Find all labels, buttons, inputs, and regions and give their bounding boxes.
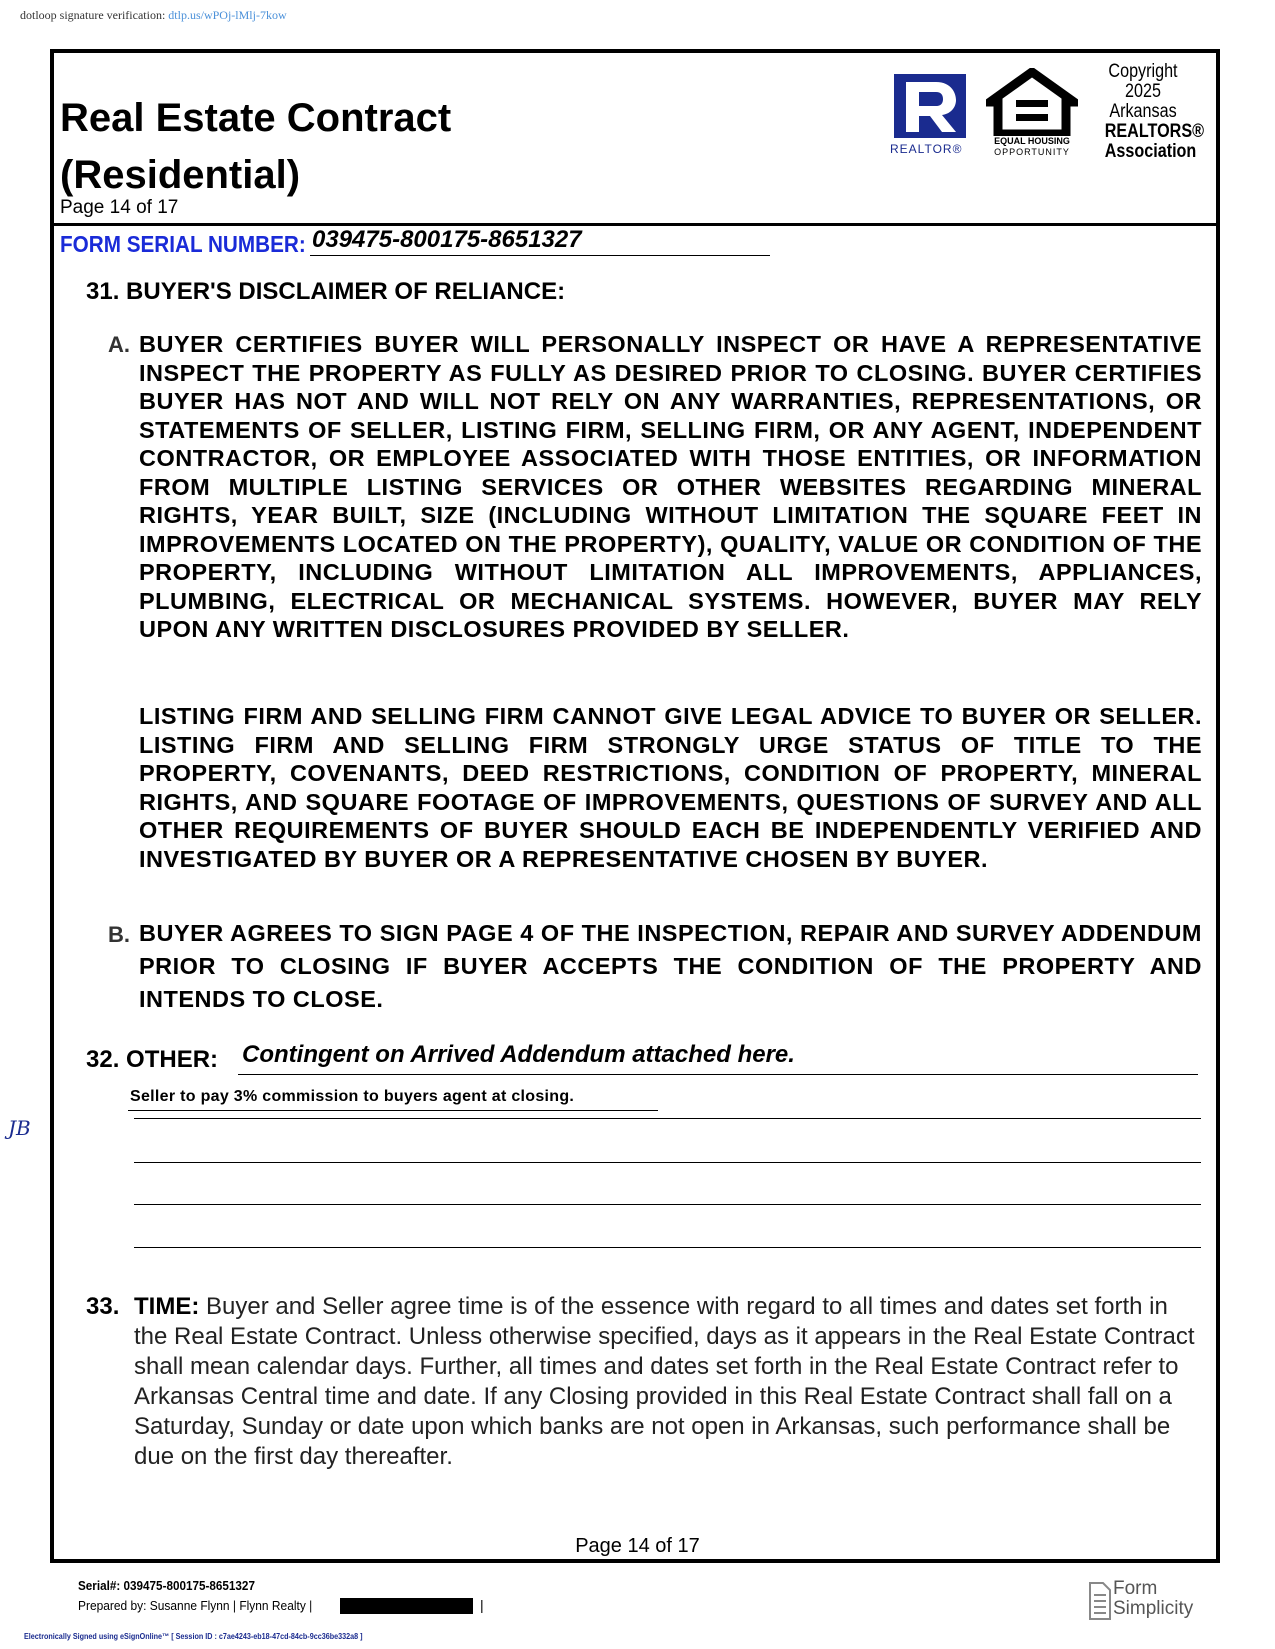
equal-housing-icon bbox=[986, 68, 1078, 136]
verification-link[interactable]: dtlp.us/wPOj-lMlj-7kow bbox=[168, 8, 287, 22]
copyright-line: Arkansas bbox=[1109, 101, 1177, 122]
section-31a-paragraph-1: BUYER CERTIFIES BUYER WILL PERSONALLY INSPECT OR HAVE A REPRESENTATIVE INSPECT THE PROPERTY AS FULLY AS DESIRED PRIOR TO CLOSING. BUYER CERTIFIES BUYER HAS NOT AND WILL NOT RELY ON ANY WARRANTIES, REPRESENTATIONS, OR STATEMENTS OF SELLER, LISTING FIRM, SELLING FIRM, OR ANY AGENT, INDEPENDENT CONTRACTOR, OR EMPLOYEE ASSOCIATED WITH THOSE ENTITIES, OR INFORMATION FROM MULTIPLE LISTING SERVICES OR OTHER WEBSITES REGARDING MINERAL RIGHTS, YEAR BUILT, SIZE (INCLUDING WITHOUT LIMITATION THE SQUARE FEET IN IMPROVEMENTS LOCATED ON THE PROPERTY), QUALITY, VALUE OR CONDITION OF THE PROPERTY, INCLUDING WITHOUT LIMITATION ALL IMPROVEMENTS, APPLIANCES, PLUMBING, ELECTRICAL OR MECHANICAL SYSTEMS. HOWEVER, BUYER MAY RELY UPON ANY WRITTEN DISCLOSURES PROVIDED BY SELLER. bbox=[139, 331, 1202, 642]
section-32-title: 32. OTHER: bbox=[86, 1046, 219, 1073]
realtor-label: REALTOR® bbox=[890, 142, 963, 156]
eho-label-line2: OPPORTUNITY bbox=[994, 147, 1070, 157]
section-31a-paragraph-2: LISTING FIRM AND SELLING FIRM CANNOT GIVE LEGAL ADVICE TO BUYER OR SELLER. LISTING FIRM AND SELLING FIRM STRONGLY URGE STATUS OF TITLE TO THE PROPERTY, COVENANTS, DEED RESTRICTIONS, CONDITION OF PROPERTY, MINERAL RIGHTS, AND SQUARE FOOTAGE OF IMPROVEMENTS, QUESTIONS OF SURVEY AND ALL OTHER REQUIREMENTS OF BUYER SHOULD EACH BE INDEPENDENTLY VERIFIED AND INVESTIGATED BY BUYER OR A REPRESENTATIVE CHOSEN BY BUYER. bbox=[139, 703, 1202, 872]
verification-label: dotloop signature verification: bbox=[20, 8, 166, 22]
copyright-line: Copyright bbox=[1108, 61, 1178, 82]
blank-line bbox=[134, 1162, 1201, 1163]
page-number-top: Page 14 of 17 bbox=[60, 197, 179, 218]
blank-line bbox=[134, 1118, 1201, 1119]
copyright-line: REALTORS® bbox=[1104, 121, 1204, 142]
blank-line bbox=[134, 1204, 1201, 1205]
other-terms-line-2[interactable]: Seller to pay 3% commission to buyers agent at closing. bbox=[130, 1088, 575, 1105]
section-31-title: 31. BUYER'S DISCLAIMER OF RELIANCE: bbox=[86, 278, 566, 305]
footer-prepared-by: Prepared by: Susanne Flynn | Flynn Realty | bbox=[78, 1598, 313, 1613]
header-divider bbox=[50, 223, 1220, 226]
blank-line bbox=[134, 1247, 1201, 1248]
brand-line-1: Form bbox=[1113, 1578, 1158, 1599]
serial-number-value: 039475-800175-8651327 bbox=[312, 226, 582, 253]
other-terms-underline-2 bbox=[128, 1110, 658, 1111]
eho-label-line1: EQUAL HOUSING bbox=[994, 136, 1070, 146]
section-33-title: TIME: bbox=[134, 1293, 200, 1320]
serial-underline bbox=[310, 255, 770, 256]
copyright-line: Association bbox=[1104, 141, 1197, 162]
section-31b-paragraph: BUYER AGREES TO SIGN PAGE 4 OF THE INSPECTION, REPAIR AND SURVEY ADDENDUM PRIOR TO CLOSING IF BUYER ACCEPTS THE CONDITION OF THE PROPERTY AND INTENDS TO CLOSE. bbox=[139, 920, 1202, 1012]
handwritten-initials[interactable]: JB bbox=[8, 1116, 31, 1140]
section-31b-marker: B. bbox=[108, 922, 130, 947]
footer-serial: Serial#: 039475-800175-8651327 bbox=[78, 1578, 255, 1593]
brand-line-2: Simplicity bbox=[1113, 1598, 1194, 1619]
form-title: Real Estate Contract bbox=[60, 96, 452, 140]
section-31a-marker: A. bbox=[108, 332, 130, 357]
section-33-text: Buyer and Seller agree time is of the essence with regard to all times and dates set forth in the Real Estate Contract. Unless otherwise specified, days as it appears in the Real Estate Contract shall mean calendar days. Further, all times and dates set forth in the Real Estate Contract refer to Arkansas Central time and date. If any Closing provided in this Real Estate Contract shall fall on a Saturday, Sunday or date upon which banks are not open in Arkansas, such performance shall be due on the first day thereafter. bbox=[134, 1293, 1195, 1470]
form-subtitle: (Residential) bbox=[60, 153, 301, 197]
page-number-bottom: Page 14 of 17 bbox=[575, 1535, 700, 1557]
other-terms-underline-1 bbox=[238, 1074, 1198, 1075]
redaction-block bbox=[340, 1598, 473, 1614]
signature-verification bbox=[20, 8, 287, 23]
serial-number-label: FORM SERIAL NUMBER: bbox=[60, 231, 306, 257]
esign-notice: Electronically Signed using eSignOnline™ [ Session ID : c7ae4243-eb18-47cd-84cb-9cc36be332a8 ] bbox=[24, 1632, 363, 1641]
footer-separator: | bbox=[480, 1597, 484, 1613]
section-33-paragraph bbox=[134, 1292, 1204, 1472]
section-33-number: 33. bbox=[86, 1293, 120, 1320]
copyright-year: 2025 bbox=[1125, 81, 1161, 102]
other-terms-line-1[interactable]: Contingent on Arrived Addendum attached here. bbox=[242, 1041, 795, 1068]
copyright-notice bbox=[1104, 61, 1204, 162]
